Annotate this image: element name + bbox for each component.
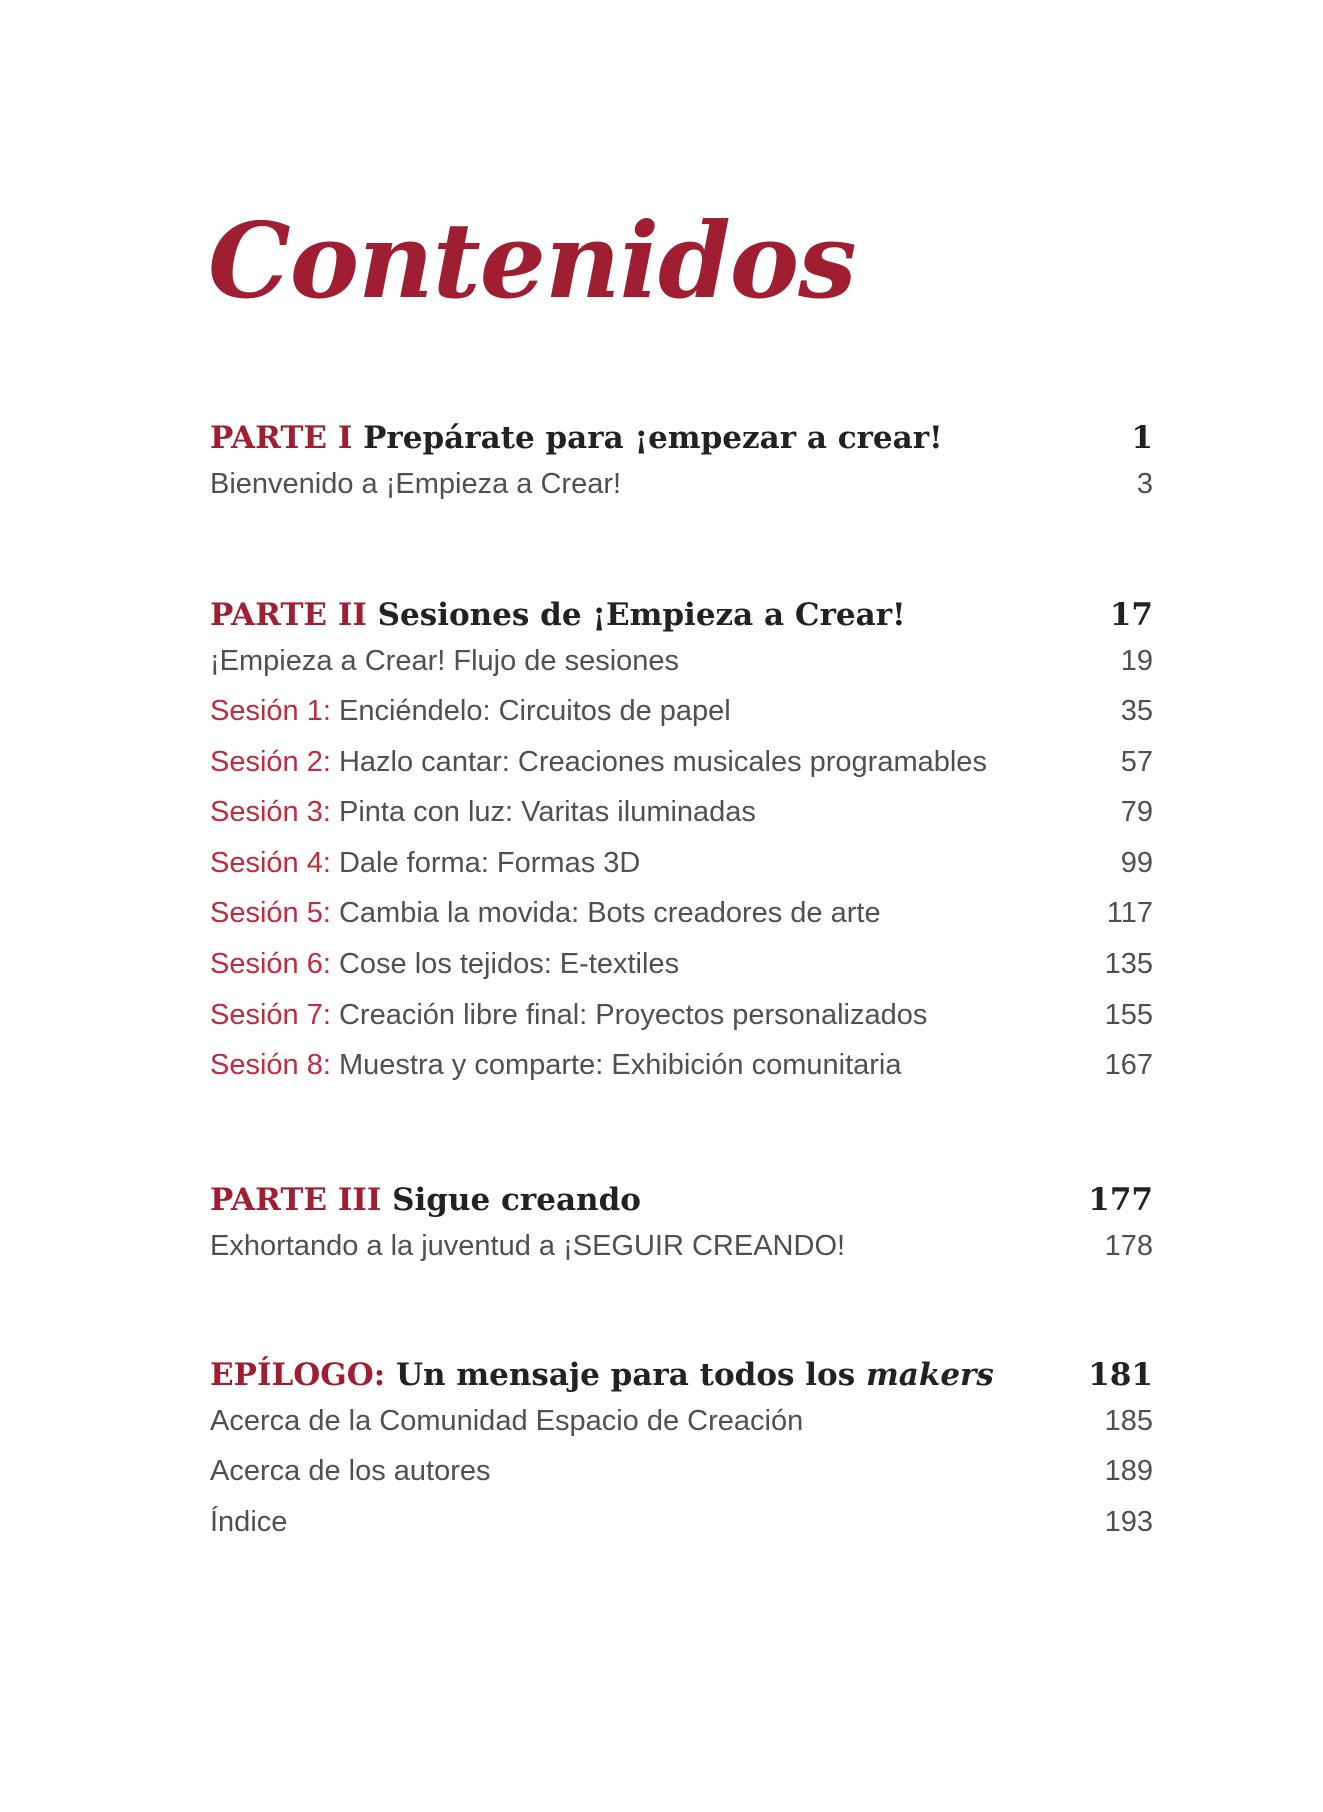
toc-entry-session-1[interactable] (210, 695, 1153, 746)
part-heading[interactable] (210, 1182, 1153, 1230)
page-number: 189 (1104, 1455, 1153, 1487)
part-name: Prepárate para ¡empezar a crear! (363, 420, 943, 456)
page-number: 17 (1109, 597, 1153, 633)
toc-entry[interactable] (210, 1405, 1153, 1455)
toc-entry[interactable] (210, 1455, 1153, 1506)
entry-title: Sesión 1: Enciéndelo: Circuitos de papel (210, 695, 731, 727)
session-label: Sesión 6 (210, 947, 323, 980)
entry-name: Enciéndelo: Circuitos de papel (338, 695, 731, 727)
session-label: Sesión 7 (210, 998, 323, 1031)
part-name: Sigue creando (392, 1182, 641, 1218)
page-number: 135 (1104, 947, 1153, 980)
page-number: 193 (1104, 1505, 1153, 1538)
toc-entry[interactable] (210, 645, 1153, 695)
session-label: Sesión 2 (210, 745, 323, 778)
entry-name: Cose los tejidos: E-textiles (338, 947, 680, 980)
entry-name: Muestra y comparte: Exhibición comunitaria (338, 1049, 902, 1082)
toc-entry-session-2[interactable] (210, 746, 1153, 797)
toc-part-3 (210, 1182, 1153, 1280)
part-label: EPÍLOGO (210, 1357, 374, 1393)
entry-name: Creación libre final: Proyectos personalizados (338, 998, 928, 1031)
toc-epilogue (210, 1357, 1153, 1556)
toc-entry-session-5[interactable] (210, 897, 1153, 948)
page-number: 19 (1120, 645, 1153, 677)
page-number: 155 (1104, 998, 1153, 1031)
part-name-italic: makers (865, 1357, 994, 1393)
session-label: Sesión 8 (210, 1049, 323, 1082)
entry-title: Sesión 7: Creación libre final: Proyectos personalizados (210, 998, 928, 1031)
page-number: 57 (1120, 745, 1153, 778)
part-title (210, 597, 906, 633)
session-label: Sesión 3 (210, 796, 323, 829)
entry-title: Sesión 2: Hazlo cantar: Creaciones musicales programables (210, 745, 987, 778)
part-label: PARTE I (210, 420, 353, 456)
part-name: Sesiones de ¡Empieza a Crear! (377, 597, 906, 633)
page-number: 99 (1120, 846, 1153, 879)
entry-name: Pinta con luz: Varitas iluminadas (338, 796, 756, 829)
entry-title: Acerca de la Comunidad Espacio de Creación (210, 1405, 804, 1437)
part-name: Un mensaje para todos los (395, 1357, 856, 1393)
page-number: 177 (1088, 1182, 1153, 1218)
entry-title: Sesión 6: Cose los tejidos: E-textiles (210, 947, 680, 980)
entry-title: Acerca de los autores (210, 1455, 491, 1487)
toc-part-1 (210, 420, 1153, 518)
part-heading[interactable] (210, 1357, 1153, 1405)
entry-title: Sesión 8: Muestra y comparte: Exhibición comunitaria (210, 1049, 902, 1082)
page-number: 185 (1104, 1405, 1153, 1437)
part-title: EPÍLOGO: Un mensaje para todos los makers (210, 1357, 994, 1393)
part-heading[interactable] (210, 420, 1153, 468)
page-number: 1 (1131, 420, 1153, 456)
entry-title: Sesión 4: Dale forma: Formas 3D (210, 846, 641, 879)
entry-title: Sesión 3: Pinta con luz: Varitas iluminadas (210, 796, 756, 829)
page-number: 178 (1104, 1230, 1153, 1262)
page-title: Contenidos (208, 199, 856, 322)
page-number: 35 (1120, 695, 1153, 727)
entry-title: Sesión 5: Cambia la movida: Bots creadores de arte (210, 897, 881, 930)
part-label: PARTE III (210, 1182, 382, 1218)
toc-entry-session-6[interactable] (210, 948, 1153, 999)
part-label: PARTE II (210, 597, 367, 633)
toc-entry-session-3[interactable] (210, 796, 1153, 847)
toc-entry-session-8[interactable] (210, 1049, 1153, 1100)
entry-title: ¡Empieza a Crear! Flujo de sesiones (210, 645, 680, 677)
page-number: 167 (1104, 1049, 1153, 1082)
toc-entry[interactable] (210, 1230, 1153, 1280)
toc-entry[interactable] (210, 1506, 1153, 1557)
entry-title: Exhortando a la juventud a ¡SEGUIR CREANDO! (210, 1230, 846, 1262)
page-number: 117 (1106, 897, 1153, 930)
part-title (210, 420, 943, 456)
session-label: Sesión 5 (210, 897, 323, 930)
toc-entry-session-7[interactable] (210, 999, 1153, 1050)
entry-title: Índice (210, 1505, 288, 1538)
page-number: 79 (1120, 796, 1153, 829)
page-number: 181 (1088, 1357, 1153, 1393)
part-heading[interactable] (210, 597, 1153, 645)
session-label: Sesión 4 (210, 846, 323, 879)
page-number: 3 (1136, 468, 1153, 500)
toc-entry-session-4[interactable] (210, 847, 1153, 898)
entry-name: Hazlo cantar: Creaciones musicales programables (338, 745, 987, 778)
toc-part-2 (210, 597, 1153, 1100)
toc-entry[interactable] (210, 468, 1153, 518)
entry-name: Dale forma: Formas 3D (338, 846, 641, 879)
entry-title: Bienvenido a ¡Empieza a Crear! (210, 468, 622, 500)
entry-name: Cambia la movida: Bots creadores de arte (338, 897, 881, 930)
part-title (210, 1182, 641, 1218)
session-label: Sesión 1 (210, 695, 323, 727)
